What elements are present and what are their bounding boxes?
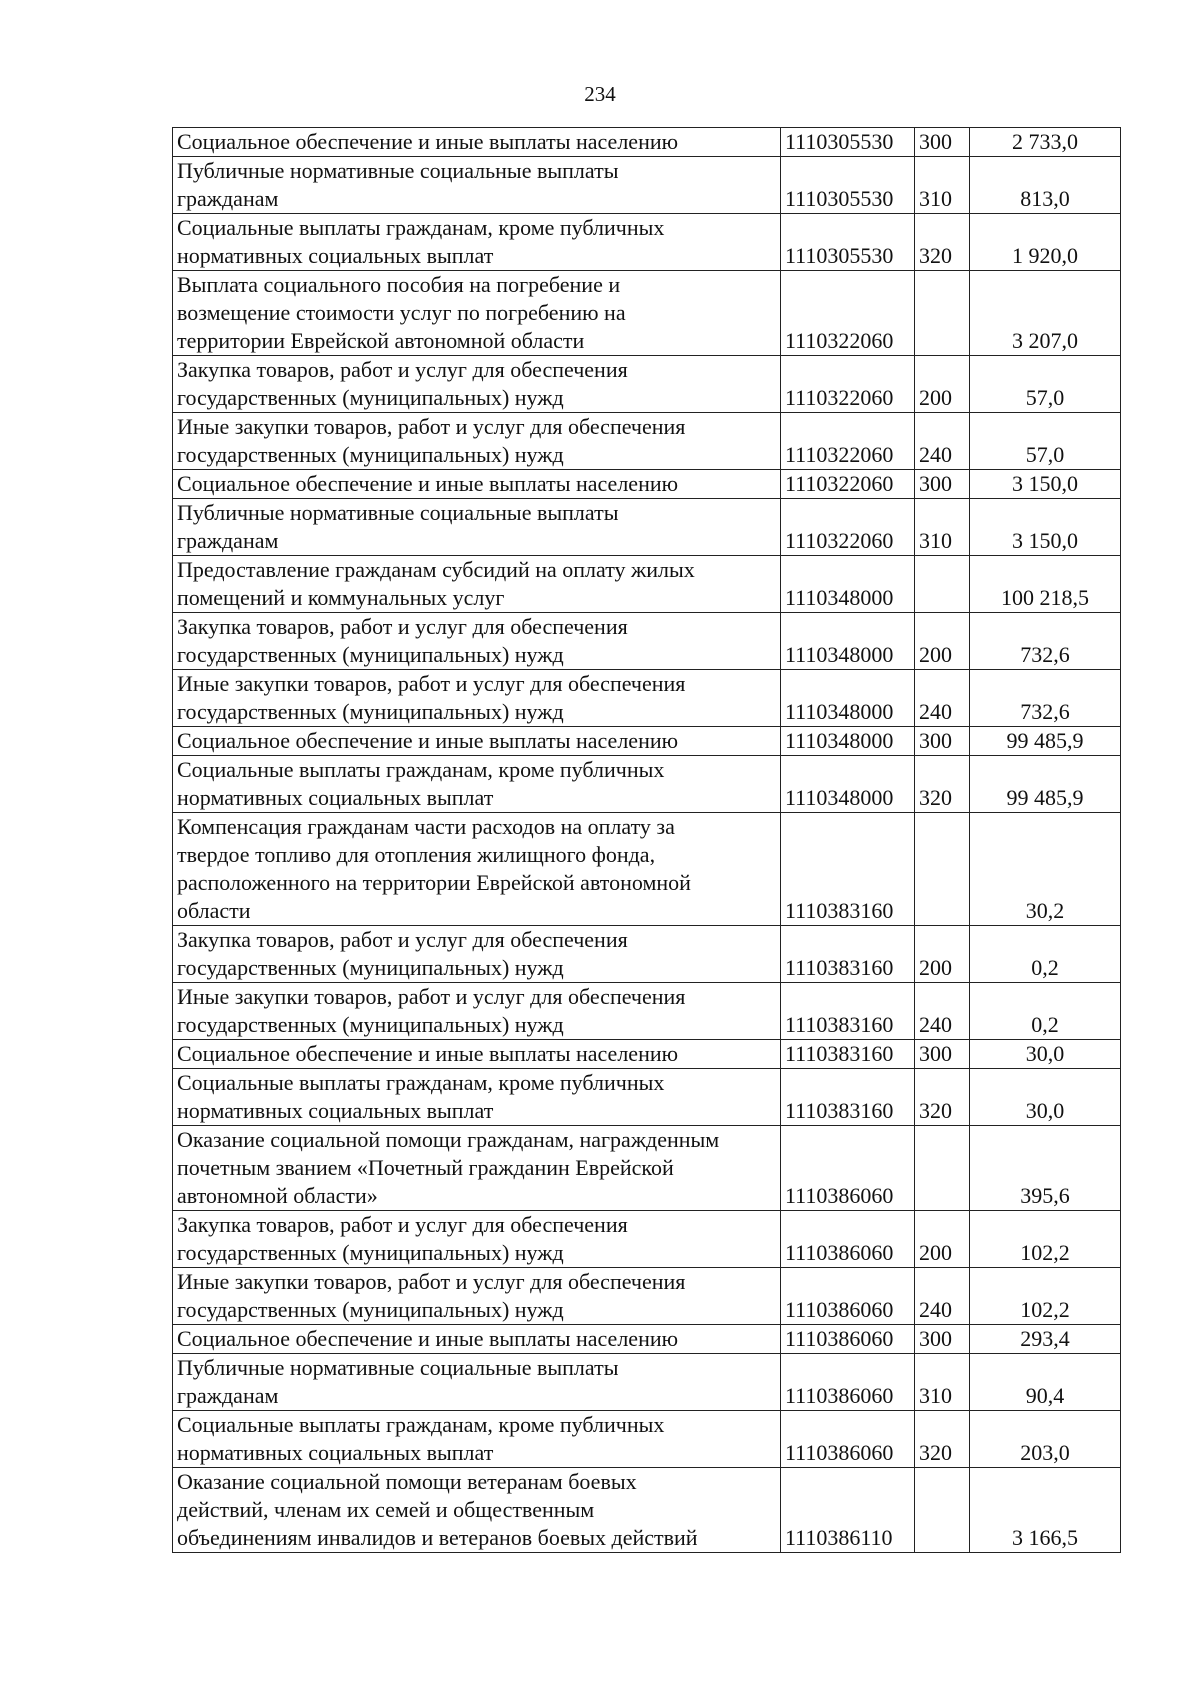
row-sum-cell: 3 150,0 xyxy=(970,499,1121,556)
row-csr-cell: 1110305530 xyxy=(781,128,915,157)
row-sum-cell: 732,6 xyxy=(970,613,1121,670)
row-csr-cell: 1110383160 xyxy=(781,926,915,983)
table-row xyxy=(173,1468,1121,1553)
row-vr-cell: 310 xyxy=(915,499,970,556)
row-name-cell: Закупка товаров, работ и услуг для обеспечения государственных (муниципальных) нужд xyxy=(173,613,781,670)
row-vr-cell xyxy=(915,271,970,356)
budget-table xyxy=(172,127,1121,1553)
row-vr-cell xyxy=(915,556,970,613)
row-csr-cell: 1110386060 xyxy=(781,1411,915,1468)
row-vr-cell: 320 xyxy=(915,1069,970,1126)
row-csr-cell: 1110383160 xyxy=(781,1069,915,1126)
table-row xyxy=(173,470,1121,499)
table-row xyxy=(173,756,1121,813)
row-csr-cell: 1110386110 xyxy=(781,1468,915,1553)
row-name-cell: Закупка товаров, работ и услуг для обеспечения государственных (муниципальных) нужд xyxy=(173,1211,781,1268)
row-sum-cell: 3 166,5 xyxy=(970,1468,1121,1553)
table-row xyxy=(173,1325,1121,1354)
row-csr-cell: 1110386060 xyxy=(781,1126,915,1211)
row-name-cell: Закупка товаров, работ и услуг для обеспечения государственных (муниципальных) нужд xyxy=(173,926,781,983)
row-name-cell: Публичные нормативные социальные выплаты гражданам xyxy=(173,157,781,214)
table-row xyxy=(173,983,1121,1040)
row-vr-cell: 200 xyxy=(915,926,970,983)
row-vr-cell: 200 xyxy=(915,613,970,670)
row-csr-cell: 1110386060 xyxy=(781,1211,915,1268)
row-csr-cell: 1110322060 xyxy=(781,271,915,356)
row-csr-cell: 1110383160 xyxy=(781,813,915,926)
row-name-cell: Публичные нормативные социальные выплаты гражданам xyxy=(173,1354,781,1411)
table-row xyxy=(173,1354,1121,1411)
row-vr-cell: 240 xyxy=(915,670,970,727)
row-sum-cell: 2 733,0 xyxy=(970,128,1121,157)
row-sum-cell: 100 218,5 xyxy=(970,556,1121,613)
row-vr-cell: 310 xyxy=(915,1354,970,1411)
row-name-cell: Социальные выплаты гражданам, кроме публичных нормативных социальных выплат xyxy=(173,1069,781,1126)
table-row xyxy=(173,271,1121,356)
row-vr-cell: 240 xyxy=(915,413,970,470)
table-row xyxy=(173,613,1121,670)
row-vr-cell: 320 xyxy=(915,214,970,271)
row-name-cell: Закупка товаров, работ и услуг для обеспечения государственных (муниципальных) нужд xyxy=(173,356,781,413)
row-name-cell: Иные закупки товаров, работ и услуг для обеспечения государственных (муниципальных) нужд xyxy=(173,670,781,727)
row-csr-cell: 1110348000 xyxy=(781,756,915,813)
table-row xyxy=(173,670,1121,727)
row-sum-cell: 0,2 xyxy=(970,926,1121,983)
row-name-cell: Оказание социальной помощи гражданам, награжденным почетным званием «Почетный гражданин Еврейской автономной области» xyxy=(173,1126,781,1211)
row-vr-cell: 300 xyxy=(915,128,970,157)
table-row xyxy=(173,727,1121,756)
row-csr-cell: 1110322060 xyxy=(781,499,915,556)
row-csr-cell: 1110348000 xyxy=(781,613,915,670)
row-sum-cell: 102,2 xyxy=(970,1268,1121,1325)
page-number: 234 xyxy=(584,82,616,106)
row-csr-cell: 1110348000 xyxy=(781,670,915,727)
row-csr-cell: 1110322060 xyxy=(781,413,915,470)
table-row xyxy=(173,413,1121,470)
row-name-cell: Публичные нормативные социальные выплаты гражданам xyxy=(173,499,781,556)
row-name-cell: Иные закупки товаров, работ и услуг для обеспечения государственных (муниципальных) нужд xyxy=(173,1268,781,1325)
row-sum-cell: 1 920,0 xyxy=(970,214,1121,271)
row-csr-cell: 1110348000 xyxy=(781,556,915,613)
row-name-cell: Социальное обеспечение и иные выплаты населению xyxy=(173,1325,781,1354)
row-sum-cell: 30,0 xyxy=(970,1069,1121,1126)
row-name-cell: Компенсация гражданам части расходов на оплату за твердое топливо для отопления жилищного фонда, расположенного на территории Еврейской автономной области xyxy=(173,813,781,926)
row-sum-cell: 99 485,9 xyxy=(970,756,1121,813)
row-sum-cell: 90,4 xyxy=(970,1354,1121,1411)
row-csr-cell: 1110305530 xyxy=(781,214,915,271)
row-vr-cell: 300 xyxy=(915,727,970,756)
row-csr-cell: 1110386060 xyxy=(781,1354,915,1411)
table-row xyxy=(173,1268,1121,1325)
row-csr-cell: 1110348000 xyxy=(781,727,915,756)
table-row xyxy=(173,1126,1121,1211)
row-name-cell: Оказание социальной помощи ветеранам боевых действий, членам их семей и общественным объединениям инвалидов и ветеранов боевых действий xyxy=(173,1468,781,1553)
row-name-cell: Выплата социального пособия на погребение и возмещение стоимости услуг по погребению на территории Еврейской автономной области xyxy=(173,271,781,356)
row-sum-cell: 732,6 xyxy=(970,670,1121,727)
row-vr-cell: 240 xyxy=(915,983,970,1040)
row-sum-cell: 102,2 xyxy=(970,1211,1121,1268)
row-sum-cell: 813,0 xyxy=(970,157,1121,214)
row-name-cell: Социальные выплаты гражданам, кроме публичных нормативных социальных выплат xyxy=(173,1411,781,1468)
row-name-cell: Социальное обеспечение и иные выплаты населению xyxy=(173,1040,781,1069)
row-sum-cell: 30,2 xyxy=(970,813,1121,926)
table-row xyxy=(173,926,1121,983)
row-vr-cell: 200 xyxy=(915,1211,970,1268)
row-vr-cell: 320 xyxy=(915,756,970,813)
table-row xyxy=(173,128,1121,157)
row-csr-cell: 1110386060 xyxy=(781,1268,915,1325)
row-name-cell: Социальные выплаты гражданам, кроме публичных нормативных социальных выплат xyxy=(173,214,781,271)
table-row xyxy=(173,556,1121,613)
row-csr-cell: 1110305530 xyxy=(781,157,915,214)
table-row xyxy=(173,1040,1121,1069)
row-vr-cell: 320 xyxy=(915,1411,970,1468)
table-row xyxy=(173,356,1121,413)
row-csr-cell: 1110322060 xyxy=(781,356,915,413)
row-name-cell: Иные закупки товаров, работ и услуг для обеспечения государственных (муниципальных) нужд xyxy=(173,413,781,470)
table-row xyxy=(173,1211,1121,1268)
table-row xyxy=(173,157,1121,214)
row-vr-cell: 300 xyxy=(915,1325,970,1354)
row-sum-cell: 30,0 xyxy=(970,1040,1121,1069)
row-name-cell: Социальные выплаты гражданам, кроме публичных нормативных социальных выплат xyxy=(173,756,781,813)
row-csr-cell: 1110322060 xyxy=(781,470,915,499)
row-vr-cell: 200 xyxy=(915,356,970,413)
row-name-cell: Социальное обеспечение и иные выплаты населению xyxy=(173,727,781,756)
row-name-cell: Социальное обеспечение и иные выплаты населению xyxy=(173,128,781,157)
row-vr-cell: 300 xyxy=(915,470,970,499)
row-csr-cell: 1110383160 xyxy=(781,983,915,1040)
row-vr-cell: 310 xyxy=(915,157,970,214)
row-sum-cell: 57,0 xyxy=(970,413,1121,470)
row-vr-cell xyxy=(915,1126,970,1211)
row-vr-cell xyxy=(915,813,970,926)
row-sum-cell: 293,4 xyxy=(970,1325,1121,1354)
table-row xyxy=(173,813,1121,926)
row-name-cell: Иные закупки товаров, работ и услуг для обеспечения государственных (муниципальных) нужд xyxy=(173,983,781,1040)
table-row xyxy=(173,1069,1121,1126)
row-sum-cell: 203,0 xyxy=(970,1411,1121,1468)
table-row xyxy=(173,214,1121,271)
table-row xyxy=(173,1411,1121,1468)
row-sum-cell: 3 150,0 xyxy=(970,470,1121,499)
table-body xyxy=(173,128,1121,1553)
row-sum-cell: 0,2 xyxy=(970,983,1121,1040)
row-sum-cell: 99 485,9 xyxy=(970,727,1121,756)
row-vr-cell xyxy=(915,1468,970,1553)
table-row xyxy=(173,499,1121,556)
row-vr-cell: 240 xyxy=(915,1268,970,1325)
row-sum-cell: 395,6 xyxy=(970,1126,1121,1211)
row-csr-cell: 1110386060 xyxy=(781,1325,915,1354)
row-sum-cell: 57,0 xyxy=(970,356,1121,413)
row-vr-cell: 300 xyxy=(915,1040,970,1069)
row-csr-cell: 1110383160 xyxy=(781,1040,915,1069)
row-name-cell: Социальное обеспечение и иные выплаты населению xyxy=(173,470,781,499)
row-name-cell: Предоставление гражданам субсидий на оплату жилых помещений и коммунальных услуг xyxy=(173,556,781,613)
row-sum-cell: 3 207,0 xyxy=(970,271,1121,356)
